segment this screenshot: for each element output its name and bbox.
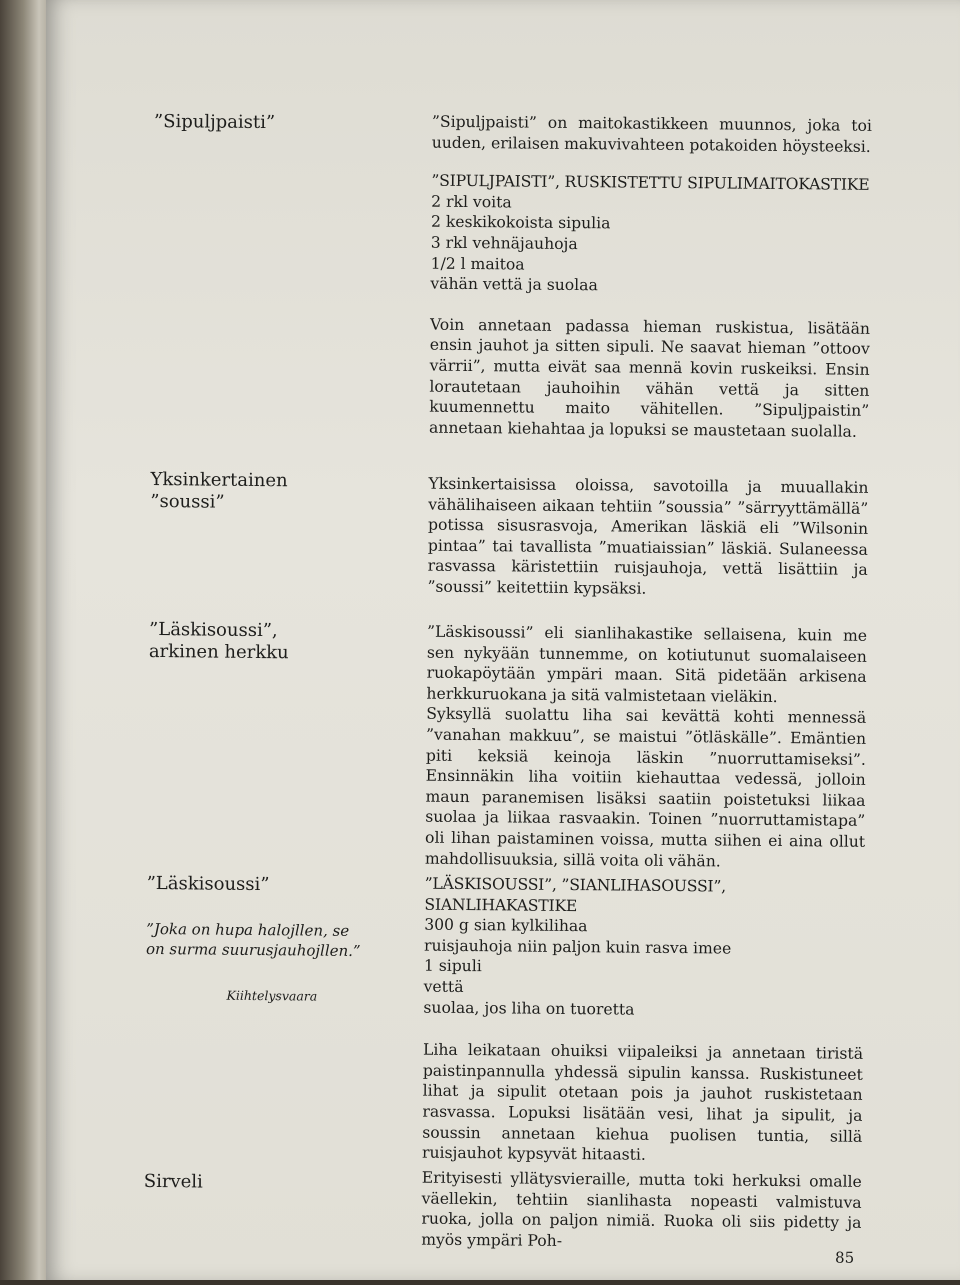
method-paragraph: Liha leikataan ohuiksi viipaleiksi ja annetaan tiristä paistinpannulla yhdessä sipulin kanssa. Ruskistuneet lihat ja sipulit otetaan pois ja jauhot ruskistetaan rasvassa. Lopuksi lisätään vesi, lihat ja sipulit, ja soussin annetaan kiehua puolisen tuntia, sillä ruisjauhot kypsyvät hitaasti.	[421, 1040, 864, 1164]
heading-line: Yksinkertainen	[150, 468, 288, 492]
ingredient: 2 keskikokoista sipulia	[430, 213, 611, 233]
page-content	[40, 0, 960, 1285]
ingredient: 300 g sian kylkilihaa	[424, 915, 588, 936]
heading-sirveli: Sirveli	[143, 1170, 203, 1193]
recipe-title: ”SIPULJPAISTI”, RUSKISTETTU SIPULIMAITOKASTIKE	[431, 171, 870, 195]
ingredient: 3 rkl vehnäjauhoja	[430, 233, 578, 254]
section-sirveli-body	[421, 1168, 862, 1255]
paragraph: Erityisesti yllätysvieraille, mutta toki herkuksi omalle väellekin, tehtiin sianlihasta nopeasti valmistuva ruoka, jolla on paljon nimiä. Ruoka oli siis pidetty ja myös ympäri Poh-	[421, 1168, 862, 1250]
recipe-title: ”LÄSKISOUSSI”, ”SIANLIHASOUSSI”,	[424, 874, 727, 896]
ingredient: 1/2 l maitoa	[430, 254, 525, 274]
ingredient: vettä	[423, 977, 464, 996]
page-number: 85	[835, 1248, 855, 1267]
paragraph: Yksinkertaisissa oloissa, savotoilla ja muuallakin vähälihaiseen aikaan tehtiin ”soussia” ”särryyttämällä” potissa sisusrasvoja, Amerikan läskiä eli ”Wilsonin pintaa” tai tavallista ”muatiaissian” läskiä. Sulaneessa rasvassa käristettiin ruisjauhoja, vettä lisättiin ja ”soussi” keitettiin kypsäksi.	[427, 474, 869, 598]
ingredient: 1 sipuli	[423, 956, 482, 976]
ingredient: suolaa, jos liha on tuoretta	[423, 998, 635, 1019]
ingredient: ruisjauhoja niin paljon kuin rasva imee	[423, 936, 732, 958]
heading-laskisoussi: ”Läskisoussi”	[146, 872, 270, 896]
recipe-laskisoussi	[423, 874, 864, 1022]
heading-line: ”soussi”	[150, 490, 225, 513]
section-laskisoussi-recipe	[422, 874, 865, 1168]
section-sipuljpaisti-body	[429, 112, 872, 443]
ingredient: 2 rkl voita	[431, 192, 512, 212]
heading-yksinkertainen-soussi	[150, 469, 380, 515]
quote-source: Kiihtelysvaara	[226, 987, 318, 1004]
book-page	[46, 0, 960, 1280]
section-yksinkertainen-body	[427, 474, 868, 602]
recipe-title: SIANLIHAKASTIKE	[424, 895, 578, 915]
heading-line: arkinen herkku	[148, 640, 289, 664]
heading-laskisoussi-arkinen	[149, 619, 379, 665]
ingredient: vähän vettä ja suolaa	[430, 274, 598, 295]
heading-sipuljpaisti: ”Sipuljpaisti”	[153, 110, 276, 134]
method-paragraph: Voin annetaan padassa hieman ruskistua, lisätään ensin jauhot ja sitten sipuli. Ne saavat hieman ”ottoov värrii”, mutta eivät saa mennä kovin ruskeiksi. Ensin lorautetaan jauhoihin vähän vettä ja sitten kuumennettu maito vähitellen. ”Sipuljpaistin” annetaan kiehahtaa ja lopuksi se maustetaan suolalla.	[428, 315, 871, 441]
heading-line: ”Läskisoussi”,	[148, 618, 278, 642]
paragraph: ”Läskisoussi” eli sianlihakastike sellaisena, kuin me sen nykyään tunnemme, on kotiutunut suomalaiseen ruokapöytään ympäri maan. Sitä pidetään arkisena herkkuruokana ja sitä valmistetaan vieläkin.	[426, 622, 868, 706]
recipe-sipuljpaisti	[430, 171, 871, 299]
section-laskisoussi-body	[425, 622, 867, 873]
intro-paragraph: ”Sipuljpaisti” on maitokastikkeen muunnos, joka toi uuden, erilaisen makuvivahteen potakoiden höysteeksi.	[431, 112, 873, 156]
proverb-quote: ”Joka on hupa halojllen, se on surma suurusjauhojllen.”	[145, 919, 361, 961]
paragraph: Syksyllä suolattu liha sai kevättä kohti mennessä ”vanahan makkuu”, se maistui ”ötläskälle”. Emäntien piti keksiä keinoja läskin ”nuorruttamiseksi”. Ensinnäkin liha voitiin kiehauttaa vedessä, jolloin maun paranemisen lisäksi saatiin poistetuksi liikaa suolaa ja liikaa rasvaakin. Toinen ”nuorruttamistapa” oli lihan paistaminen voissa, mutta siihen ei aina ollut mahdollisuuksia, sillä voita oli vähän.	[424, 704, 867, 870]
